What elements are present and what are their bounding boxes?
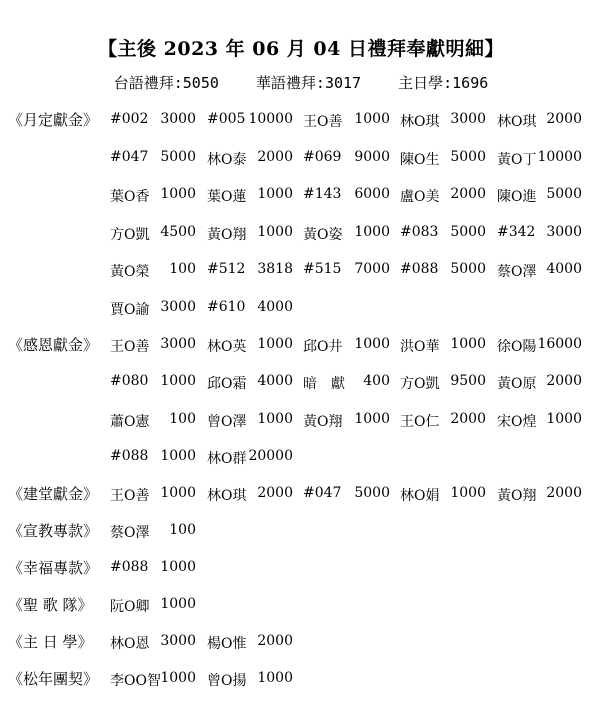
donor-name: 曾O揚 (207, 673, 247, 689)
donor-name: 蔡O澤 (497, 264, 537, 280)
donor-name: #143 (303, 186, 342, 202)
donation-amount: 20000 (248, 448, 293, 464)
donation-amount: 1000 (257, 186, 293, 202)
donor-name: #069 (303, 148, 342, 165)
offering-row (110, 111, 592, 135)
donor-name: #088 (400, 261, 439, 277)
donation-amount: 3000 (160, 335, 196, 352)
donation-amount: 3000 (160, 633, 196, 649)
donation-amount: 5000 (354, 485, 390, 501)
donation-amount: 1000 (450, 335, 486, 352)
offering-row (110, 670, 592, 694)
donation-amount: 2000 (450, 410, 486, 427)
donation-amount: 400 (363, 373, 390, 389)
donor-name: #047 (110, 148, 149, 165)
offering-row (110, 633, 592, 657)
donor-name: 盧O美 (400, 189, 440, 205)
donor-name: 洪O華 (400, 338, 440, 355)
donor-name: #088 (110, 559, 149, 575)
donor-name: 林O琪 (207, 488, 247, 504)
donation-amount: 100 (169, 522, 196, 538)
offering-row (110, 299, 592, 323)
donation-amount: 1000 (354, 111, 390, 127)
category-label: 《松年團契》 (8, 670, 99, 688)
donor-name: #080 (110, 373, 149, 389)
donation-amount: 5000 (450, 223, 486, 240)
offering-row (110, 224, 592, 248)
donor-name: 賈O諭 (110, 301, 150, 318)
donation-amount: 1000 (450, 485, 486, 501)
donation-amount: 1000 (546, 410, 582, 427)
donation-amount: 5000 (450, 148, 486, 165)
report-title: 【主後 2023 年 06 月 04 日禮拜奉獻明細】 (98, 38, 504, 60)
donation-amount: 5000 (450, 261, 486, 277)
sunday-school-total: 主日學:1696 (398, 74, 489, 92)
donor-name: 暗 獻 (303, 376, 345, 392)
donor-name: 王O善 (303, 114, 343, 130)
donation-amount: 100 (169, 261, 196, 277)
donation-amount: 1000 (160, 670, 196, 686)
donation-amount: 1000 (160, 448, 196, 464)
donation-amount: 1000 (160, 559, 196, 575)
donor-name: #005 (207, 111, 246, 127)
donor-name: 黃O翔 (497, 488, 537, 504)
donation-amount: 1000 (160, 596, 196, 612)
offering-row (110, 559, 592, 583)
donor-name: 曾O澤 (207, 413, 247, 430)
donor-name: #088 (110, 448, 149, 464)
category-label: 《聖 歌 隊》 (8, 596, 93, 614)
donation-amount: 1000 (160, 373, 196, 389)
donor-name: #083 (400, 223, 439, 240)
donation-amount: 100 (169, 410, 196, 427)
donor-name: #002 (110, 111, 149, 127)
donation-amount: 1000 (354, 335, 390, 352)
donor-name: #047 (303, 485, 342, 501)
donor-name: 林O娟 (400, 488, 440, 504)
offering-row (110, 448, 592, 472)
donation-amount: 2000 (546, 111, 582, 127)
donor-name: 蔡O澤 (110, 525, 150, 541)
donation-amount: 9000 (354, 148, 390, 165)
donation-amount: 2000 (546, 485, 582, 501)
donation-amount: 5000 (160, 148, 196, 165)
donor-name: 黃O丁 (497, 151, 537, 168)
donor-name: #515 (303, 261, 342, 277)
donation-amount: 1000 (160, 186, 196, 202)
donation-amount: 3818 (257, 261, 293, 277)
donation-amount: 1000 (257, 670, 293, 686)
donor-name: 黃O翔 (207, 226, 247, 243)
mandarin-service-total: 華語禮拜:3017 (255, 74, 362, 92)
donor-name: #512 (207, 261, 246, 277)
donation-amount: 4500 (160, 223, 196, 240)
donation-amount: 3000 (450, 111, 486, 127)
donor-name: 李OO智 (110, 673, 161, 689)
donation-amount: 7000 (354, 261, 390, 277)
donation-amount: 3000 (546, 223, 582, 240)
donation-amount: 1000 (354, 410, 390, 427)
offering-row (110, 411, 592, 435)
donor-name: 陳O生 (400, 151, 440, 168)
donor-name: 葉O蓮 (207, 189, 247, 205)
donor-name: 宋O煌 (497, 413, 537, 430)
donation-amount: 16000 (537, 335, 582, 352)
donor-name: 阮O卿 (110, 599, 150, 615)
donor-name: #610 (207, 298, 246, 315)
donation-amount: 5000 (546, 186, 582, 202)
donation-amount: 4000 (257, 373, 293, 389)
donation-amount: 4000 (257, 298, 293, 315)
offering-row (110, 149, 592, 173)
donor-name: 林O琪 (400, 114, 440, 130)
donation-amount: 4000 (546, 261, 582, 277)
donation-amount: 10000 (537, 148, 582, 165)
donation-amount: 2000 (450, 186, 486, 202)
donor-name: 陳O進 (497, 189, 537, 205)
donor-name: 林O泰 (207, 151, 247, 168)
donor-name: 方O凱 (110, 226, 150, 243)
attendance-summary (0, 72, 602, 93)
donation-amount: 1000 (257, 335, 293, 352)
donor-name: 黃O原 (497, 376, 537, 392)
donation-amount: 1000 (160, 485, 196, 501)
donation-amount: 6000 (354, 186, 390, 202)
donor-name: 林O英 (207, 338, 247, 355)
donation-amount: 3000 (160, 111, 196, 127)
donor-name: 林O琪 (497, 114, 537, 130)
donor-name: 黃O榮 (110, 264, 150, 280)
offering-row (110, 336, 592, 360)
donor-name: 王O善 (110, 488, 150, 504)
offering-row (110, 485, 592, 509)
category-label: 《建堂獻金》 (8, 485, 99, 503)
donor-name: 王O仁 (400, 413, 440, 430)
donor-name: 邱O霜 (207, 376, 247, 392)
donor-name: 蕭O憲 (110, 413, 150, 430)
donation-amount: 10000 (248, 111, 293, 127)
donation-amount: 2000 (257, 485, 293, 501)
offering-row (110, 596, 592, 620)
offering-row (110, 373, 592, 397)
donation-amount: 3000 (160, 298, 196, 315)
offering-row (110, 261, 592, 285)
offering-row (110, 186, 592, 210)
category-label: 《月定獻金》 (8, 111, 99, 129)
donor-name: 方O凱 (400, 376, 440, 392)
offering-row (110, 522, 592, 546)
donation-amount: 2000 (546, 373, 582, 389)
donor-name: 林O群 (207, 451, 247, 467)
donation-amount: 1000 (257, 410, 293, 427)
donor-name: 黃O翔 (303, 413, 343, 430)
taiwanese-service-total: 台語禮拜:5050 (113, 74, 219, 92)
donor-name: 林O恩 (110, 636, 150, 652)
donor-name: 葉O香 (110, 189, 150, 205)
donation-amount: 2000 (257, 633, 293, 649)
donor-name: 邱O井 (303, 338, 343, 355)
donation-amount: 1000 (257, 223, 293, 240)
category-label: 《宣教專款》 (8, 522, 99, 540)
category-label: 《幸福專款》 (8, 559, 99, 577)
category-label: 《主 日 學》 (8, 633, 93, 651)
donor-name: 楊O惟 (207, 636, 247, 652)
category-label: 《感恩獻金》 (8, 335, 99, 354)
donation-amount: 1000 (354, 223, 390, 240)
donor-name: 徐O陽 (497, 338, 537, 355)
donation-amount: 2000 (257, 148, 293, 165)
donor-name: #342 (497, 223, 536, 240)
donation-amount: 9500 (450, 373, 486, 389)
donor-name: 王O善 (110, 338, 150, 355)
donor-name: 黃O姿 (303, 226, 343, 243)
